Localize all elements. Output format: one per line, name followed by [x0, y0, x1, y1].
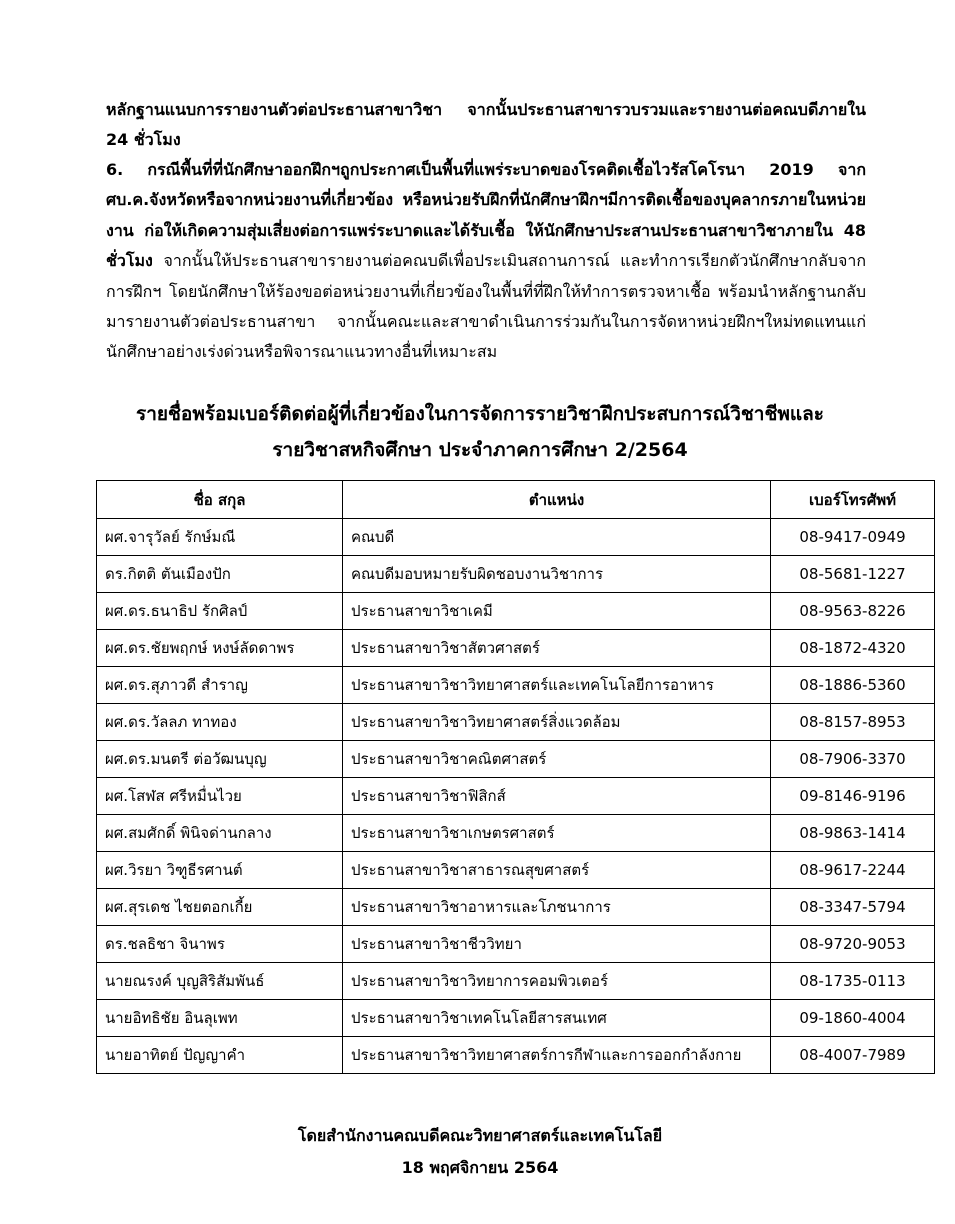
table-row: [97, 704, 935, 741]
table-row: [97, 556, 935, 593]
table-row: [97, 926, 935, 963]
cell-phone: 08-1872-4320: [771, 630, 935, 667]
cell-phone: 08-3347-5794: [771, 889, 935, 926]
cell-name: ผศ.สุรเดช ไชยตอกเกี้ย: [97, 889, 343, 926]
table-row: [97, 778, 935, 815]
cell-position: ประธานสาขาวิชาวิทยาศาสตร์สิ่งแวดล้อม: [343, 704, 771, 741]
cell-phone: 09-1860-4004: [771, 1000, 935, 1037]
footer-signature: [80, 1120, 880, 1184]
cell-name: ผศ.ดร.มนตรี ต่อวัฒนบุญ: [97, 741, 343, 778]
cell-position: ประธานสาขาวิชาเกษตรศาสตร์: [343, 815, 771, 852]
cell-name: ดร.ชลธิชา จินาพร: [97, 926, 343, 963]
cell-phone: 08-4007-7989: [771, 1037, 935, 1074]
contacts-table: [96, 480, 935, 1074]
cell-position: ประธานสาขาวิชาอาหารและโภชนาการ: [343, 889, 771, 926]
cell-phone: 09-8146-9196: [771, 778, 935, 815]
cell-name: ผศ.ดร.สุภาวดี สำราญ: [97, 667, 343, 704]
cell-name: ผศ.ดร.ธนาธิป รักศิลป์: [97, 593, 343, 630]
cell-phone: 08-9720-9053: [771, 926, 935, 963]
table-row: [97, 667, 935, 704]
footer-office: โดยสำนักงานคณบดีคณะวิทยาศาสตร์และเทคโนโลยี: [297, 1126, 663, 1145]
table-row: [97, 741, 935, 778]
paragraph-item-6: [106, 155, 866, 368]
cell-name: นายณรงค์ บุญสิริสัมพันธ์: [97, 963, 343, 1000]
table-row: [97, 1037, 935, 1074]
cell-phone: 08-1886-5360: [771, 667, 935, 704]
cell-position: ประธานสาขาวิชาชีววิทยา: [343, 926, 771, 963]
header-name: ชื่อ สกุล: [97, 481, 343, 519]
cell-name: ดร.กิตติ ตันเมืองปัก: [97, 556, 343, 593]
cell-phone: 08-8157-8953: [771, 704, 935, 741]
paragraph-report-evidence: หลักฐานแนบการรายงานตัวต่อประธานสาขาวิชา จากนั้นประธานสาขารวบรวมและรายงานต่อคณบดีภายใน 24 ชั่วโมง: [106, 100, 866, 150]
cell-position: ประธานสาขาวิชาเทคโนโลยีสารสนเทศ: [343, 1000, 771, 1037]
cell-phone: 08-9617-2244: [771, 852, 935, 889]
contacts-heading-line2: รายวิชาสหกิจศึกษา ประจำภาคการศึกษา 2/2564: [272, 439, 688, 461]
cell-position: ประธานสาขาวิชาสาธารณสุขศาสตร์: [343, 852, 771, 889]
table-row: [97, 1000, 935, 1037]
table-row: [97, 963, 935, 1000]
paragraph-item-6-bold: 6. กรณีพื้นที่ที่นักศึกษาออกฝึกฯถูกประกาศเป็นพื้นที่แพร่ระบาดของโรคติดเชื้อไวรัสโคโรนา 2019 จาก ศบ.ค.จังหวัดหรือจากหน่วยงานที่เกี่ยวข้อง หรือหน่วยรับฝึกที่นักศึกษาฝึกฯมีการติดเชื้อของบุคลากรภายในหน่วยงาน ก่อให้เกิดความสุ่มเสี่ยงต่อการแพร่ระบาดและได้รับเชื้อ ให้นักศึกษาประสานประธานสาขาวิชาภายใน 48 ชั่วโมง: [106, 160, 866, 271]
cell-name: ผศ.โสฬส ศรีหมื่นไวย: [97, 778, 343, 815]
cell-position: ประธานสาขาวิชาสัตวศาสตร์: [343, 630, 771, 667]
paragraph-item-6-rest: จากนั้นให้ประธานสาขารายงานต่อคณบดีเพื่อประเมินสถานการณ์ และทำการเรียกตัวนักศึกษากลับจากการฝึกฯ โดยนักศึกษาให้ร้องขอต่อหน่วยงานที่เกี่ยวข้องในพื้นที่ที่ฝึกให้ทำการตรวจหาเชื้อ พร้อมนำหลักฐานกลับมารายงานตัวต่อประธานสาขา จากนั้นคณะและสาขาดำเนินการร่วมกันในการจัดหาหน่วยฝึกฯใหม่ทดแทนแก่นักศึกษาอย่างเร่งด่วนหรือพิจารณาแนวทางอื่นที่เหมาะสม: [106, 251, 866, 362]
cell-name: ผศ.ดร.ชัยพฤกษ์ หงษ์ลัดดาพร: [97, 630, 343, 667]
cell-position: ประธานสาขาวิชาวิทยาศาสตร์การกีฬาและการออกกำลังกาย: [343, 1037, 771, 1074]
cell-name: ผศ.สมศักดิ์ พินิจด่านกลาง: [97, 815, 343, 852]
table-row: [97, 815, 935, 852]
cell-name: นายอิทธิชัย อินลุเพท: [97, 1000, 343, 1037]
cell-position: ประธานสาขาวิชาเคมี: [343, 593, 771, 630]
table-body: [97, 519, 935, 1074]
cell-position: ประธานสาขาวิชาวิทยาการคอมพิวเตอร์: [343, 963, 771, 1000]
footer-date: 18 พฤศจิกายน 2564: [401, 1158, 559, 1177]
table-row: [97, 889, 935, 926]
table-row: [97, 593, 935, 630]
table-row: [97, 519, 935, 556]
contacts-heading: [80, 396, 880, 468]
cell-phone: 08-7906-3370: [771, 741, 935, 778]
cell-position: ประธานสาขาวิชาคณิตศาสตร์: [343, 741, 771, 778]
table-row: [97, 630, 935, 667]
cell-name: ผศ.จารุวัลย์ รักษ์มณี: [97, 519, 343, 556]
header-phone: เบอร์โทรศัพท์: [771, 481, 935, 519]
cell-name: ผศ.ดร.วัลลภ ทาทอง: [97, 704, 343, 741]
cell-position: ประธานสาขาวิชาฟิสิกส์: [343, 778, 771, 815]
cell-phone: 08-1735-0113: [771, 963, 935, 1000]
table-header-row: [97, 481, 935, 519]
cell-position: คณบดี: [343, 519, 771, 556]
table-row: [97, 852, 935, 889]
cell-phone: 08-5681-1227: [771, 556, 935, 593]
cell-position: ประธานสาขาวิชาวิทยาศาสตร์และเทคโนโลยีการอาหาร: [343, 667, 771, 704]
header-position: ตำแหน่ง: [343, 481, 771, 519]
cell-name: ผศ.วิรยา วิฑูธีรศานต์: [97, 852, 343, 889]
cell-phone: 08-9563-8226: [771, 593, 935, 630]
cell-phone: 08-9417-0949: [771, 519, 935, 556]
cell-position: คณบดีมอบหมายรับผิดชอบงานวิชาการ: [343, 556, 771, 593]
cell-name: นายอาทิตย์ ปัญญาคำ: [97, 1037, 343, 1074]
contacts-heading-line1: รายชื่อพร้อมเบอร์ติดต่อผู้ที่เกี่ยวข้องในการจัดการรายวิชาฝึกประสบการณ์วิชาชีพและ: [136, 403, 824, 425]
cell-phone: 08-9863-1414: [771, 815, 935, 852]
